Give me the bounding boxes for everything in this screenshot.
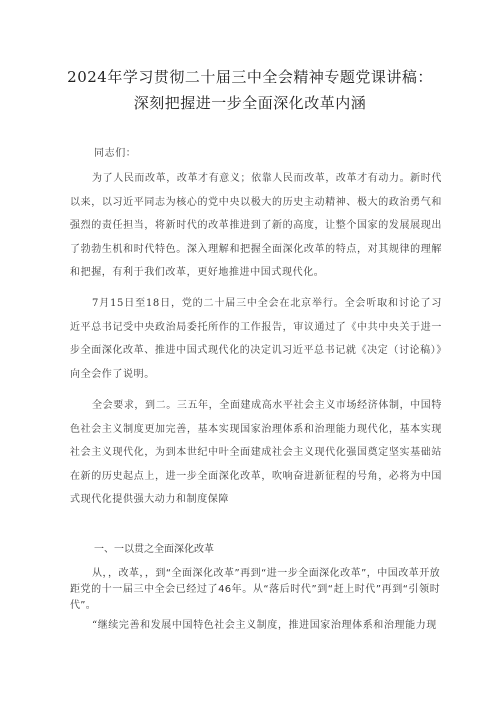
section-heading: 一、一以贯之全面深化改革 [94,544,214,555]
last-paragraph: “继续完善和发展中国特色社会主义制度，推进国家治理体系和治理能力现 [92,620,437,631]
section-paragraph: 从，，改革，，到“全面深化改革”再到“进一步全面深化改革”，中国改革开放距党的十一届三中全会已经过了46年。从“落后时代”到“赶上时代”再到“引领时代”。 [70,568,440,611]
paragraph-3: 全会要求，到二。三五年，全面建成高水平社会主义市场经济体制，中国特色社会主义制度更加完善，基本实现国家治理体系和治理能力现代化，基本实现社会主义现代化，为到本世纪中叶全面建成社会主义现代化强国奠定坚实基础站在新的历史起点上，进一步全面深化改革，吹响奋进新征程的号角，必将为中国式现代化提供强大动力和制度保障 [70,400,442,505]
paragraph-1: 为了人民而改革，改革才有意义；依靠人民而改革，改革才有动力。新时代以来，以习近平同志为核心的党中央以极大的历史主动精神、极大的政治勇气和强烈的责任担当，将新时代的改革推进到了新的高度，让整个国家的发展展现出了勃勃生机和时代特色。深入理解和把握全面深化改革的特点，对其规律的理解和把握，有利于我们改革，更好地推进中国式现代化。 [70,173,442,278]
paragraph-2: 7月15日至18日，党的二十届三中全会在北京举行。全会听取和讨论了习近平总书记受中央政治局委托所作的工作报告，审议通过了《中共中央关于进一步全面深化改革、推进中国式现代化的决定讥习近平总书记就《决定（讨论稿）》向全会作了说明。 [70,298,442,380]
greeting: 同志们： [94,148,137,159]
document-title-line1: 2024年学习贯彻二十届三中全会精神专题党课讲稿： [67,68,433,86]
document-title-line2: 深刻把握进一步全面深化改革内涵 [133,94,367,112]
